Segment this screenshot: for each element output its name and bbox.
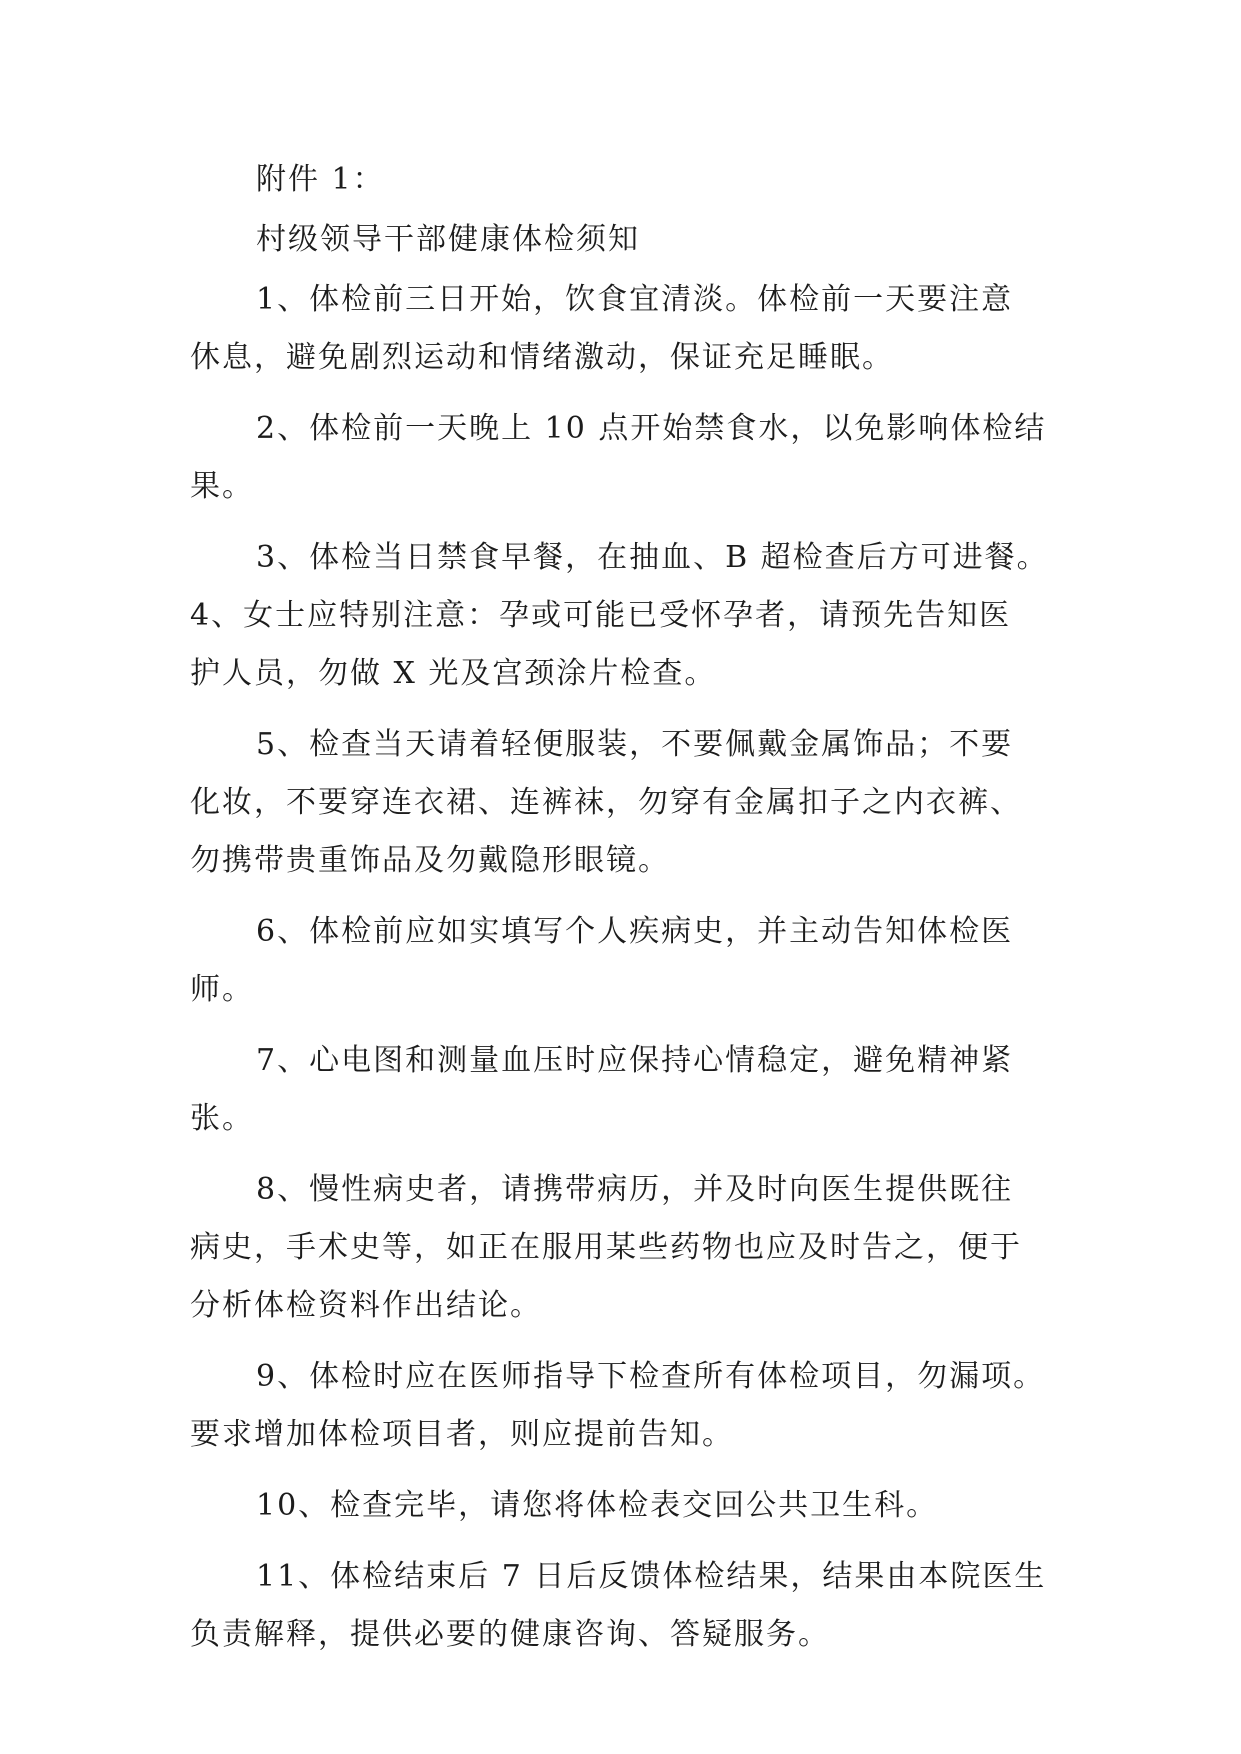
item-10-line-1: 10、检查完毕，请您将体检表交回公共卫生科。 <box>256 1488 939 1523</box>
item-3-line-1: 3、体检当日禁食早餐，在抽血、B 超检查后方可进餐。 <box>256 540 1049 575</box>
item-7-line-2: 张。 <box>190 1101 254 1136</box>
item-2-line-2: 果。 <box>190 469 254 504</box>
document-title: 村级领导干部健康体检须知 <box>256 222 640 257</box>
item-6-line-1: 6、体检前应如实填写个人疾病史，并主动告知体检医 <box>256 914 1014 949</box>
item-4-line-2: 护人员，勿做 X 光及宫颈涂片检查。 <box>190 656 717 691</box>
item-8-line-1: 8、慢性病史者，请携带病历，并及时向医生提供既往 <box>256 1172 1014 1207</box>
item-4-line-1: 4、女士应特别注意：孕或可能已受怀孕者，请预先告知医 <box>190 598 1012 633</box>
item-7-line-1: 7、心电图和测量血压时应保持心情稳定，避免精神紧 <box>256 1043 1014 1078</box>
item-11-line-2: 负责解释，提供必要的健康咨询、答疑服务。 <box>190 1617 830 1652</box>
item-5-line-2: 化妆，不要穿连衣裙、连裤袜，勿穿有金属扣子之内衣裤、 <box>190 785 1022 820</box>
attachment-label: 附件 1： <box>256 162 385 197</box>
document-body <box>190 160 1050 1655</box>
item-8-line-3: 分析体检资料作出结论。 <box>190 1288 542 1323</box>
item-1-line-2: 休息，避免剧烈运动和情绪激动，保证充足睡眠。 <box>190 340 894 375</box>
item-5-line-3: 勿携带贵重饰品及勿戴隐形眼镜。 <box>190 843 670 878</box>
item-2-line-1: 2、体检前一天晚上 10 点开始禁食水，以免影响体检结 <box>256 411 1047 446</box>
item-9-line-2: 要求增加体检项目者，则应提前告知。 <box>190 1417 734 1452</box>
item-11-line-1: 11、体检结束后 7 日后反馈体检结果，结果由本院医生 <box>256 1559 1047 1594</box>
item-9-line-1: 9、体检时应在医师指导下检查所有体检项目，勿漏项。 <box>256 1359 1046 1394</box>
item-1-line-1: 1、体检前三日开始，饮食宜清淡。体检前一天要注意 <box>256 282 1014 317</box>
item-6-line-2: 师。 <box>190 972 254 1007</box>
item-8-line-2: 病史，手术史等，如正在服用某些药物也应及时告之，便于 <box>190 1230 1022 1265</box>
item-5-line-1: 5、检查当天请着轻便服装，不要佩戴金属饰品；不要 <box>256 727 1014 762</box>
